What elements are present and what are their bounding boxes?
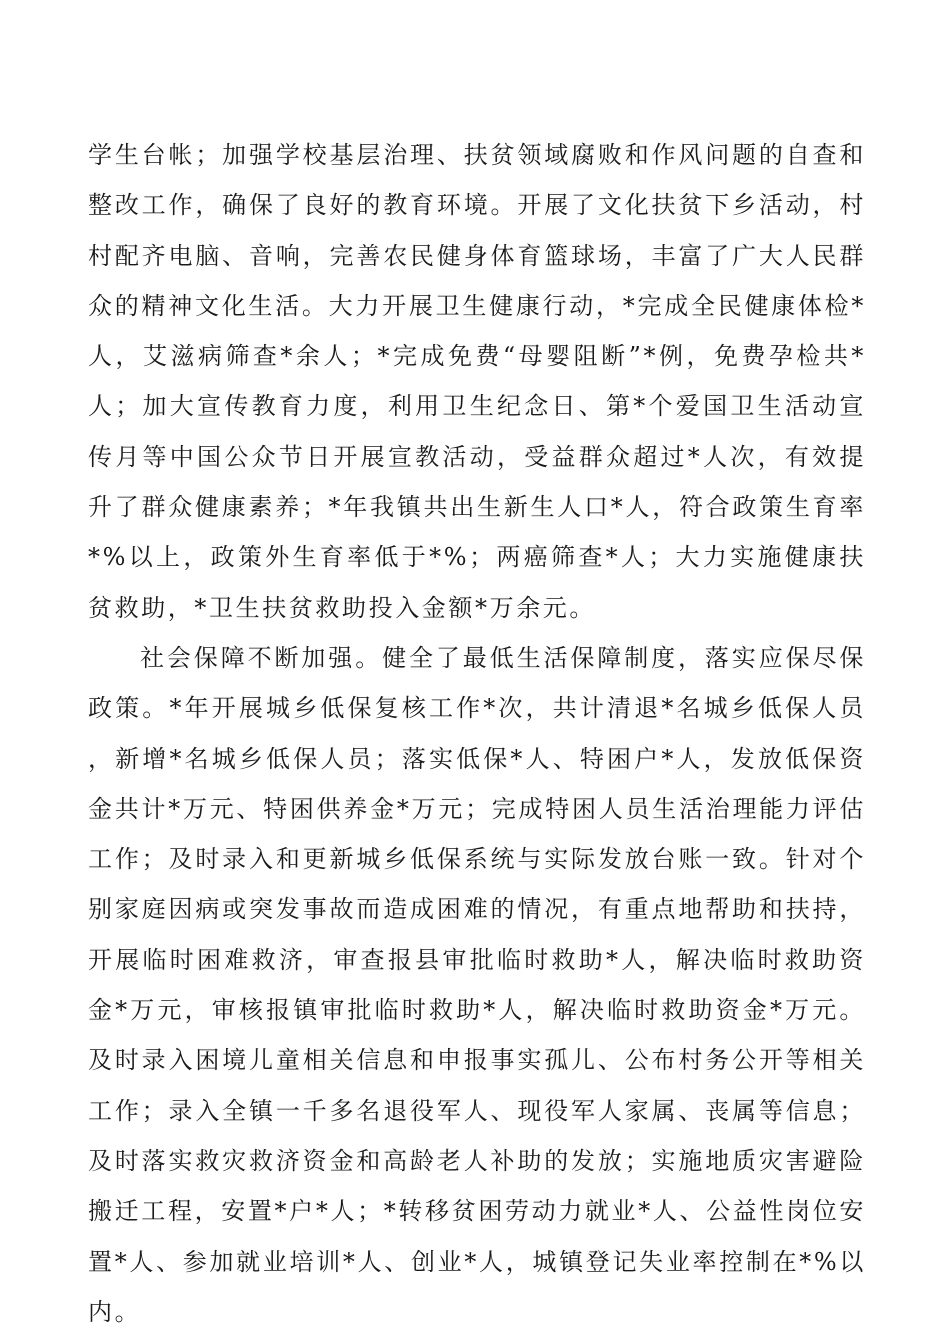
paragraph-health-education: 学生台帐；加强学校基层治理、扶贫领域腐败和作风问题的自查和整改工作，确保了良好的教育环境。开展了文化扶贫下乡活动，村村配齐电脑、音响，完善农民健身体育篮球场，丰富了广大人民群众的精神文化生活。大力开展卫生健康行动，*完成全民健康体检*人，艾滋病筛查*余人；*完成免费“母婴阻断”*例，免费孕检共*人；加大宣传教育力度，利用卫生纪念日、第*个爱国卫生活动宣传月等中国公众节日开展宣教活动，受益群众超过*人次，有效提升了群众健康素养；*年我镇共出生新生人口*人，符合政策生育率*%以上，政策外生育率低于*%；两癌筛查*人；大力实施健康扶贫救助，*卫生扶贫救助投入金额*万余元。 (88, 141, 866, 622)
paragraph-social-security: 社会保障不断加强。健全了最低生活保障制度，落实应保尽保政策。*年开展城乡低保复核工作*次，共计清退*名城乡低保人员，新增*名城乡低保人员；落实低保*人、特困户*人，发放低保资金共计*万元、特困供养金*万元；完成特困人员生活治理能力评估工作；及时录入和更新城乡低保系统与实际发放台账一致。针对个别家庭因病或突发事故而造成困难的情况，有重点地帮助和扶持，开展临时困难救济，审查报县审批临时救助*人，解决临时救助资金*万元，审核报镇审批临时救助*人，解决临时救助资金*万元。及时录入困境儿童相关信息和申报事实孤儿、公布村务公开等相关工作；录入全镇一千多名退役军人、现役军人家属、丧属等信息；及时落实救灾救济资金和高龄老人补助的发放；实施地质灾害避险搬迁工程，安置*户*人；*转移贫困劳动力就业*人、公益性岗位安置*人、参加就业培训*人、创业*人，城镇登记失业率控制在*%以内。 (88, 643, 866, 1326)
document-page (88, 130, 866, 1337)
